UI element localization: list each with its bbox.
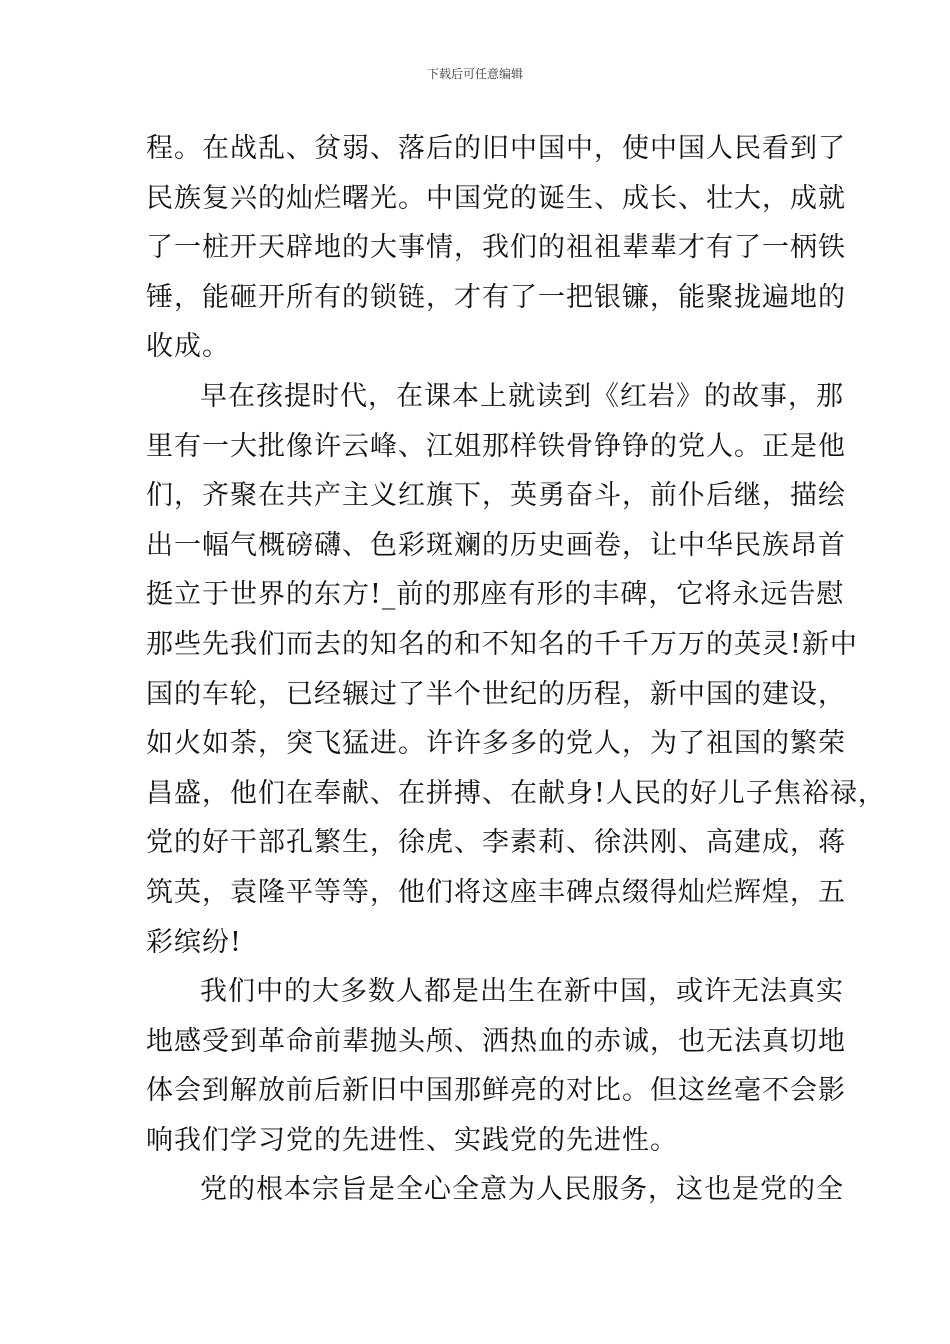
text-line: 如火如荼，突飞猛进。许许多多的党人，为了祖国的繁荣: [146, 728, 846, 760]
page-header: 下载后可任意编辑: [426, 67, 523, 81]
document-body: [146, 124, 886, 1215]
text-line: 响我们学习党的先进性、实践党的先进性。: [146, 1124, 678, 1156]
text-line: 彩缤纷!: [146, 926, 242, 958]
text-line: 挺立于世界的东方!_前的那座有形的丰碑，它将永远告慰: [146, 579, 845, 611]
text-line: 那些先我们而去的知名的和不知名的千千万万的英灵!新中: [146, 628, 858, 660]
text-line: 程。在战乱、贫弱、落后的旧中国中，使中国人民看到了: [146, 133, 846, 164]
paragraph-start-line: 早在孩提时代，在课本上就读到《红岩》的故事，那: [200, 380, 844, 412]
text-line: 出一幅气概磅礴、色彩斑斓的历史画卷，让中华民族昂首: [146, 529, 846, 561]
text-line: 收成。: [146, 331, 230, 363]
text-line: 国的车轮，已经辗过了半个世纪的历程，新中国的建设，: [146, 678, 846, 710]
text-line: 昌盛，他们在奉献、在拼搏、在献身!人民的好儿子焦裕禄，: [146, 777, 886, 809]
text-line: 了一桩开天辟地的大事情，我们的祖祖辈辈才有了一柄铁: [146, 232, 846, 264]
paragraph-start-line: 我们中的大多数人都是出生在新中国，或许无法真实: [200, 976, 844, 1008]
text-line: 地感受到革命前辈抛头颅、洒热血的赤诚，也无法真切地: [146, 1025, 846, 1057]
text-line: 里有一大批像许云峰、江姐那样铁骨铮铮的党人。正是他: [146, 430, 846, 462]
text-line: 锤，能砸开所有的锁链，才有了一把银镰，能聚拢遍地的: [146, 281, 846, 313]
paragraph-start-line: 党的根本宗旨是全心全意为人民服务，这也是党的全: [200, 1174, 844, 1206]
text-line: 筑英，袁隆平等等，他们将这座丰碑点缀得灿烂辉煌，五: [146, 876, 846, 908]
text-line: 党的好干部孔繁生，徐虎、李素莉、徐洪刚、高建成，蒋: [146, 827, 846, 859]
text-line: 民族复兴的灿烂曙光。中国党的诞生、成长、壮大，成就: [146, 182, 846, 214]
text-line: 体会到解放前后新旧中国那鲜亮的对比。但这丝毫不会影: [146, 1075, 846, 1107]
text-line: 们，齐聚在共产主义红旗下，英勇奋斗，前仆后继，描绘: [146, 480, 846, 512]
